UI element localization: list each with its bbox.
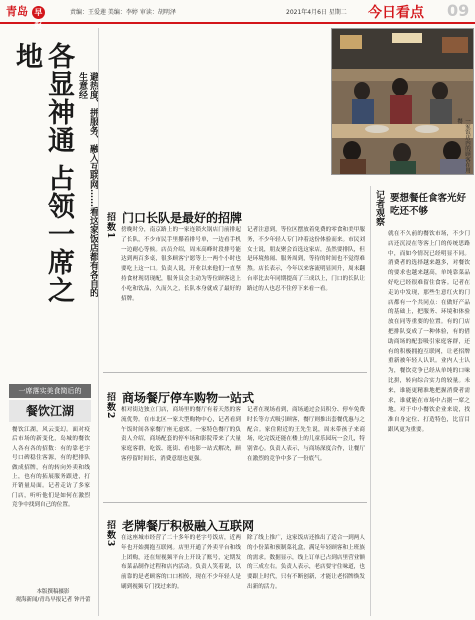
sub-headline: 避热度、拼服务、融入互联网……看这家饭店都有各自的生意经 <box>77 72 98 297</box>
section-1-badge: 招数1 <box>105 212 115 240</box>
section-1-col-2: 记者注意到，等位区摆放着免费的零食和美甲服务，不少年轻人专门冲着这份体验而来。市民刘女士说，朋友聚会首选这家店，虽然要排队，但是环境热闹、服务周到，等待的时间也不觉得难熬。店长表示，今年以来客流明显回升，周末翻台率比去年同期提高了三成以上，门口的长队让路过的人也忍不住停下来看一看。 <box>247 227 365 292</box>
section-2-col-1: 相对街边独立门店，商场里的餐厅有着天然的客流优势。在市北区一家大型购物中心，记者看到午饭时间各家餐厅座无虚席。一家特色餐厅的负责人介绍，商场配套的停车场和影院带来了大量家庭客群，吃饭、逛街、看电影一站式解决，顾客停留时间长，消费意愿也更强。 <box>121 407 241 462</box>
section-2-badge: 招数2 <box>105 392 115 420</box>
editor-info: 责编：王爱莲 美编：李婷 审读：胡明泽 <box>70 9 176 16</box>
restaurant-photo <box>331 28 474 175</box>
section-2-col-2: 记者在现场看到，商场通过会员积分、停车免费时长等方式吸引顾客，餐厅则推出套餐优惠与之配合。家住附近的王先生说，周末带孩子来商场，吃完饭还能在楼上的儿童乐园玩一会儿，特别省心。负责人表示，与商场深度合作，让餐厅在激烈的竞争中多了一份底气。 <box>247 407 365 462</box>
column-divider <box>98 28 99 616</box>
sidebox-body: 餐饮江湖，风云变幻。面对疫后市场的新变化，岛城的餐饮人各有各的招数：有的靠老字号口碑稳住客源，有的把排队做成招牌，有的转向外卖和线上，也有的拓展服务跟进，打开销量局面。记者走访了多家门店，听听他们是如何在激烈竞争中找到自己的位置。 <box>12 427 90 509</box>
section-3-col-2: 除了线上推广，这家饭店还推出了适合一到两人的小份菜和预制菜礼盒，满足年轻顾客和上班族的需求。数据显示，线上订单已占到店里营业额的三成左右。负责人表示，老店要守住味道，也要跟上时代，只有不断创新，才能让老招牌焕发出新的活力。 <box>247 535 365 590</box>
reporter-credit <box>12 588 94 604</box>
section-1-col-1: 傍晚时分，南京路上的一家连锁火锅店门前排起了长队，不少市民手里攥着排号单，一边看手机一边耐心等候。店员介绍，周末高峰时段排号能达到两百多桌，很多顾客宁愿等上一两个小时也要吃上这一口。负责人说，开业以来他们一直坚持食材现切现配，服务员会主动为等位顾客送上小吃和饮品，久而久之，长队本身就成了最好的招牌。 <box>121 227 241 302</box>
observation-title: 要想餐任食客光好吃还不够 <box>390 193 467 217</box>
section-3-badge: 招数3 <box>105 520 115 548</box>
issue-date: 2021年4月6日 星期二 <box>286 9 347 16</box>
restaurant-photo-image <box>332 29 473 174</box>
section-divider <box>103 502 367 503</box>
observation-body: 就在不久前的餐饮市场，不少门店还沉浸在等客上门的传统思路中，而如今情况已经明显不同。消费者的选择越来越多，对餐饮的要求也越来越高，单纯靠菜品好吃已经很难留住食客。记者在走访中发现，那些生意红火的门店都有一个共同点：在做好产品的基础上，把服务、环境和体验放在同等重要的位置。有的门店把排队变成了一种体验，有的借助商场的配套吸引家庭客群，还有的积极拥抱互联网，让老招牌重新被年轻人认识。业内人士认为，餐饮竞争已经从单纯的口味比拼，转向综合实力的较量。未来，谁能更精准地把握消费者需求，谁就能在市场中占据一席之地。对于中小餐饮企业来说，找准自身定位、打造特色，比盲目跟风更为重要。 <box>388 231 470 433</box>
section-2-title: 商场餐厅停车购物一站式 <box>122 391 255 405</box>
main-headline: 各显神通 占领一席之地 <box>11 42 74 305</box>
section-divider <box>103 372 367 373</box>
reporter-line-2: 观海新闻/青岛早报记者 钟丹蕾 <box>15 597 91 603</box>
photo-caption: 一家饭店内的顾客在用餐 <box>456 118 470 173</box>
page-number: 09 <box>447 1 470 20</box>
logo-mark: 早报 <box>32 6 45 19</box>
sidebox-title: 一席落实美食简后的 <box>9 384 91 398</box>
sidebox-heading: 餐饮江湖 <box>9 400 91 422</box>
page-header <box>0 0 475 30</box>
reporter-line-1: 本版撰稿摄影 <box>36 589 70 595</box>
observation-label: 记者观察 <box>374 190 384 226</box>
section-3-col-1: 在这座城市经营了二十多年的老字号饭店，近两年也开始拥抱互联网。店里开通了外卖平台和线上团购，还在短视频平台上开设了账号，定期发布菜品制作过程和店内活动。负责人笑着说，以前靠的是老顾客的口口相传，现在不少年轻人是刷到视频专门找过来的。 <box>121 535 241 590</box>
newspaper-logo <box>6 3 45 30</box>
column-divider <box>370 186 371 616</box>
section-brand: 今日看点 <box>368 5 424 21</box>
section-3-title: 老牌餐厅积极融入互联网 <box>122 519 255 533</box>
section-1-title: 门口长队是最好的招牌 <box>122 211 243 225</box>
logo-text: 青岛 <box>6 5 28 18</box>
